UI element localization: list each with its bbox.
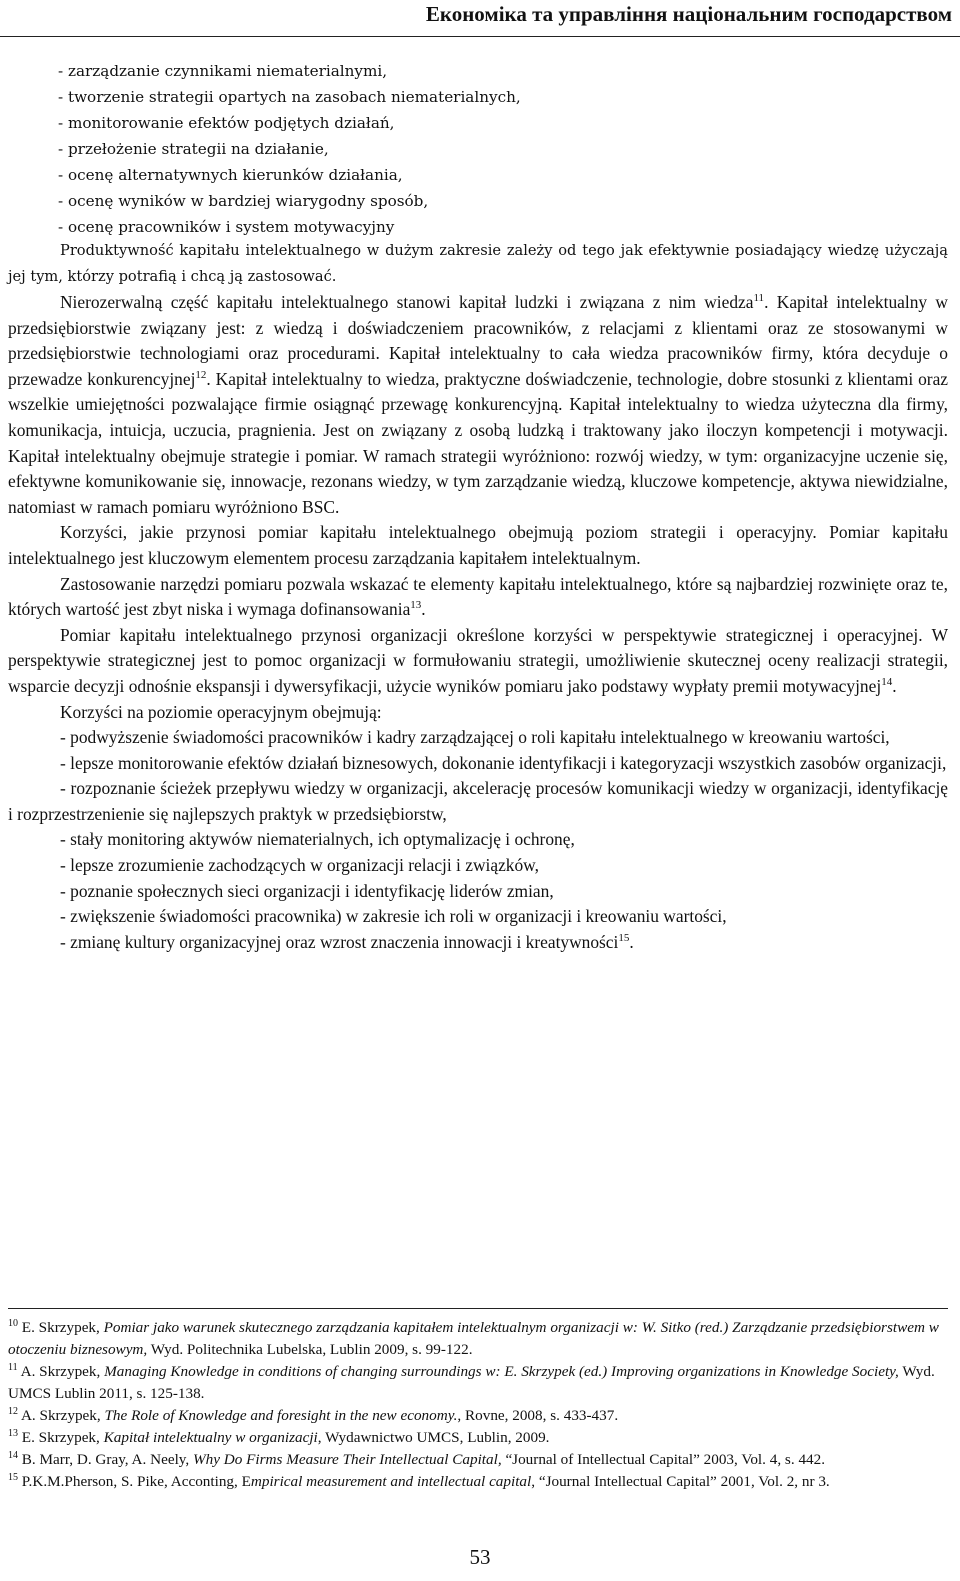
citation-title: Why Do Firms Measure Their Intellectual Capital,	[193, 1451, 502, 1468]
text-run: Wyd. UMCS Lublin 2011, s. 125-138.	[8, 1363, 935, 1402]
text-run: . Kapitał intelektualny w przedsiębiorstwie związany jest: z wiedzą i doświadczeniem pracowników, z relacjami z klientami oraz ze stosowanymi w przedsiębiorstwie technologiami oraz procedurami. Kapitał intelektualny to cała wiedza pracowników firmy, która decyduje o przewadze konkurencyjnej	[8, 292, 948, 389]
list-item: - tworzenie strategii opartych na zasobach niematerialnych,	[58, 88, 521, 106]
footnote-number: 15	[8, 1472, 18, 1483]
page-number: 53	[469, 1545, 491, 1569]
footnote-ref: 13	[410, 599, 422, 612]
footnote	[8, 1361, 948, 1405]
list-item: - ocenę alternatywnych kierunków działania,	[58, 166, 403, 184]
footnote	[8, 1405, 948, 1427]
journal-title: Економіка та управління національним господарством	[425, 2, 952, 26]
list-item: - przełożenie strategii na działanie,	[58, 140, 329, 158]
text-run: Zastosowanie narzędzi pomiaru pozwala wskazać te elementy kapitału intelektualnego, które są najbardziej rozwinięte oraz te, których wartość jest zbyt niska i wymaga dofinansowania	[8, 573, 948, 620]
text-run: E. Skrzypek,	[18, 1319, 104, 1336]
text-run: .	[629, 931, 634, 952]
list-item: - stały monitoring aktywów niematerialnych, ich optymalizację i ochronę,	[60, 829, 575, 850]
footnote	[8, 1427, 948, 1449]
text-run: Pomiar kapitału intelektualnego przynosi organizacji określone korzyści w perspektywie strategicznej i operacyjnej. W perspektywie strategicznej jest to pomoc organizacji w formułowaniu strategii, umożliwienie skutecznej oceny realizacji strategii, wsparcie decyzji odnośnie ekspansji i dywersyfikacji, użycie wyników pomiaru jako podstawy wypłaty premii motywacyjnej	[8, 624, 948, 696]
footnotes	[8, 1317, 948, 1493]
footnote-number: 14	[8, 1450, 18, 1461]
footnote-ref: 14	[881, 675, 893, 688]
text-run: P.K.M.Pherson, S. Pike, Acconting, E	[18, 1473, 251, 1490]
footnote-ref: 11	[753, 292, 765, 304]
text-run: , Rovne, 2008, s. 433-437.	[457, 1407, 619, 1424]
list-item: - podwyższenie świadomości pracowników i kadry zarządzającej o roli kapitału intelektualnego w kreowaniu wartości,	[60, 727, 890, 748]
footnote-ref: 15	[618, 931, 630, 944]
footnote	[8, 1449, 948, 1471]
text-run: E. Skrzypek,	[18, 1429, 104, 1446]
footnote-separator	[8, 1308, 948, 1309]
goals-list	[58, 58, 948, 240]
list-item: - zarządzanie czynnikami niematerialnymi,	[58, 62, 388, 80]
citation-title: mpirical measurement and intellectual capital	[250, 1473, 532, 1490]
citation-title: Kapitał intelektualny w organizacji	[103, 1429, 318, 1446]
footnote-number: 12	[8, 1406, 18, 1417]
text-run: - zmianę kultury organizacyjnej oraz wzrost znaczenia innowacji i kreatywności	[60, 931, 619, 952]
text-run: . Kapitał intelektualny to wiedza, praktyczne doświadczenie, technologie, dobre stosunki z klientami oraz wszelkie umiejętności pozwalające firmie osiągnąć przewagę konkurencyjną. Kapitał intelektualny to wiedza użyteczna dla firmy, komunikacja, intuicja, uczucia, pragnienia. Jest on związany z osobą ludzką i traktowany jako iloczyn kompetencji i motywacji. Kapitał intelektualny obejmuje strategie i pomiar. W ramach strategii wyróżniono: rozwój wiedzy, w tym: organizacyjne uczenie się, efektywne komunikowanie się, innowacje, rezonans wiedzy, w tym zarządzanie wiedzą, kluczowe kompetencje, aktywa niewidzialne, natomiast w ramach pomiaru wyróżniono BSC.	[8, 368, 949, 517]
list-item: - monitorowanie efektów podjętych działań,	[58, 114, 395, 132]
list-item: - lepsze zrozumienie zachodzących w organizacji relacji i związków,	[60, 855, 539, 876]
text-run: “Journal of Intellectual Capital” 2003, Vol. 4, s. 442.	[501, 1451, 826, 1468]
list-item: - lepsze monitorowanie efektów działań biznesowych, dokonanie identyfikacji i kategoryzacji wszystkich zasobów organizacji,	[60, 752, 947, 773]
footnote-number: 13	[8, 1428, 18, 1439]
footnote	[8, 1317, 948, 1361]
footnote-ref: 12	[195, 368, 207, 381]
text-run: A. Skrzypek,	[18, 1407, 105, 1424]
text-run: Nierozerwalną część kapitału intelektualnego stanowi kapitał ludzki i związana z nim wiedza	[60, 292, 754, 312]
footnote-number: 10	[8, 1318, 18, 1329]
text-run: B. Marr, D. Gray, A. Neely,	[18, 1451, 193, 1468]
productivity-paragraph-block	[8, 238, 948, 290]
paragraph-strategic	[8, 623, 948, 700]
productivity-paragraph: Produktywność kapitału intelektualnego w dużym zakresie zależy od tego jak efektywnie posiadający wiedzę użyczają jej tym, którzy potrafią i chcą ją zastosować.	[8, 242, 948, 285]
text-run: A. Skrzypek,	[17, 1363, 105, 1380]
text-run: , Wydawnictwo UMCS, Lublin, 2009.	[317, 1429, 550, 1446]
list-item: - ocenę wyników w bardziej wiarygodny sposób,	[58, 192, 429, 210]
list-item: - rozpoznanie ścieżek przepływu wiedzy w organizacji, akcelerację procesów komunikacji wiedzy w organizacji, identyfikację i rozprzestrzenienie się najlepszych praktyk w przedsiębiorstw,	[8, 778, 948, 824]
list-item: - poznanie społecznych sieci organizacji i identyfikację liderów zmian,	[60, 880, 554, 901]
citation-title: Pomiar jako warunek skutecznego zarządzania kapitałem intelektualnym organizacji w: W. Sitko (red.) Zarządzanie przedsiębiorstwem w otoczeniu biznesowym,	[8, 1319, 939, 1358]
text-run: .	[892, 675, 897, 696]
citation-title: The Role of Knowledge and foresight in the new economy.	[104, 1407, 458, 1424]
footnote-number: 11	[8, 1362, 18, 1373]
text-run: .	[421, 599, 426, 620]
footnote	[8, 1471, 948, 1493]
text-run: Wyd. Politechnika Lubelska, Lublin 2009, s. 99-122.	[147, 1341, 473, 1358]
paragraph-tools	[8, 572, 948, 623]
running-header	[0, 0, 960, 37]
paragraph-operational-intro: Korzyści na poziomie operacyjnym obejmują:	[60, 701, 382, 722]
list-item	[8, 930, 948, 956]
citation-title: Managing Knowledge in conditions of changing surroundings w: E. Skrzypek (ed.) Improving organizations in Knowledge Society,	[104, 1363, 899, 1380]
main-text	[8, 290, 948, 955]
paragraph-intellectual-capital	[8, 290, 948, 520]
paragraph-benefits: Korzyści, jakie przynosi pomiar kapitału intelektualnego obejmują poziom strategii i operacyjny. Pomiar kapitału intelektualnego jest kluczowym elementem procesu zarządzania kapitałem intelektualnym.	[8, 522, 948, 568]
list-item: - zwiększenie świadomości pracownika) w zakresie ich roli w organizacji i kreowaniu wartości,	[60, 906, 727, 927]
list-item: - ocenę pracowników i system motywacyjny	[58, 218, 395, 236]
text-run: , “Journal Intellectual Capital” 2001, Vol. 2, nr 3.	[531, 1473, 830, 1490]
